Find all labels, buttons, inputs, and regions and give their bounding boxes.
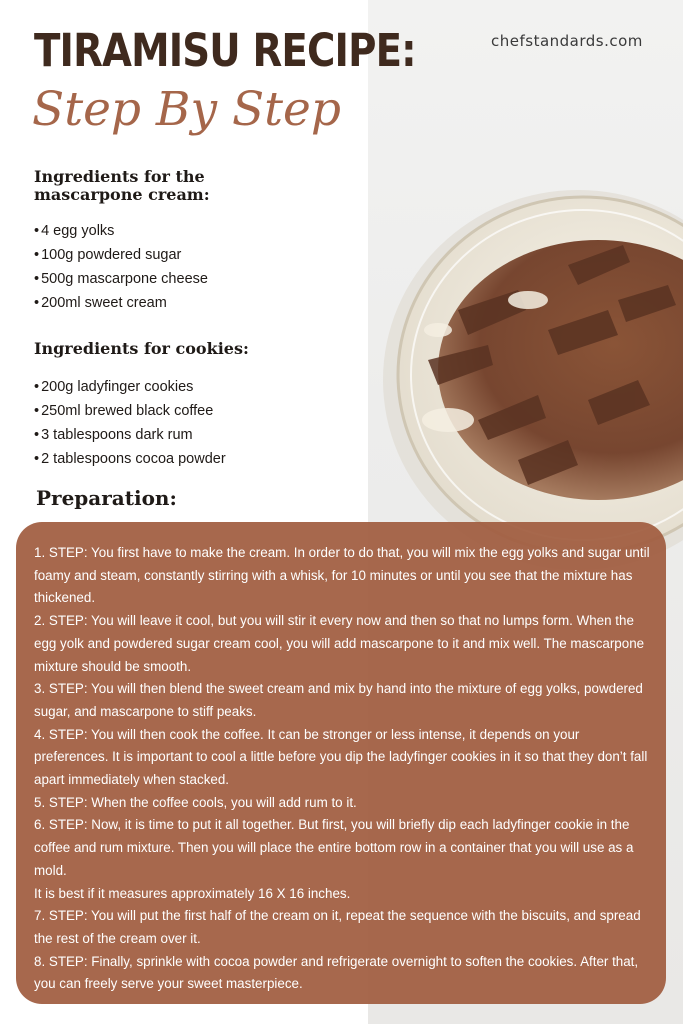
cream-ingredients-list [34, 219, 208, 315]
list-item: • 2 tablespoons cocoa powder [34, 447, 226, 471]
list-item: • 500g mascarpone cheese [34, 267, 208, 291]
step-text: 4. STEP: You will then cook the coffee. It can be stronger or less intense, it depends on your preferences. It is important to cool a little before you dip the ladyfinger cookies in it so that they don’t fall apart immediately when stacked. [34, 726, 648, 788]
cream-ingredients-heading [34, 168, 210, 204]
cream-heading-line1: Ingredients for the [34, 167, 205, 186]
list-item: • 3 tablespoons dark rum [34, 423, 226, 447]
page-title: TIRAMISU RECIPE: [34, 24, 416, 77]
preparation-heading: Preparation: [36, 486, 177, 510]
cookies-ingredients-heading: Ingredients for cookies: [34, 339, 249, 358]
preparation-steps-card [16, 522, 666, 1004]
cream-heading-line2: mascarpone cream: [34, 185, 210, 204]
list-item: • 200g ladyfinger cookies [34, 375, 226, 399]
step-text: 8. STEP: Finally, sprinkle with cocoa powder and refrigerate overnight to soften the cookies. After that, you can freely serve your sweet masterpiece. [34, 953, 639, 992]
list-item: • 200ml sweet cream [34, 291, 208, 315]
list-item: • 250ml brewed black coffee [34, 399, 226, 423]
page-subtitle: Step By Step [32, 82, 341, 137]
cookies-ingredients-list [34, 375, 226, 471]
step-text: 3. STEP: You will then blend the sweet cream and mix by hand into the mixture of egg yolks, powdered sugar, and mascarpone to stiff peaks. [34, 681, 643, 719]
step-text: 1. STEP: You first have to make the cream. In order to do that, you will mix the egg yolks and sugar until foamy and steam, constantly stirring with a whisk, for 10 minutes or until you see that the mixture has thickened. [34, 545, 650, 606]
step-text: It is best if it measures approximately 16 X 16 inches. [34, 885, 351, 901]
list-item: • 100g powdered sugar [34, 243, 208, 267]
site-url: chefstandards.com [491, 32, 643, 50]
step-text: 6. STEP: Now, it is time to put it all together. But first, you will briefly dip each ladyfinger cookie in the coffee and rum mixture. Then you will place the entire bottom row in a container that you will use as a mold. [34, 817, 634, 878]
list-item: • 4 egg yolks [34, 219, 208, 243]
step-text: 5. STEP: When the coffee cools, you will add rum to it. [34, 794, 357, 810]
step-text: 2. STEP: You will leave it cool, but you will stir it every now and then so that no lumps form. When the egg yolk and powdered sugar cream cool, you will add mascarpone to it and mix well. The mascarpone mixture should be smooth. [34, 613, 645, 674]
step-text: 7. STEP: You will put the first half of the cream on it, repeat the sequence with the biscuits, and spread the rest of the cream over it. [34, 908, 641, 946]
